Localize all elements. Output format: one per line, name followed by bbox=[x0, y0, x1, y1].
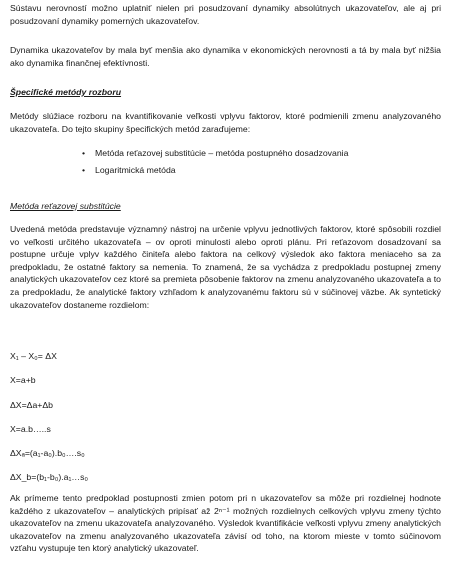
formula-1: X₁ – X₀= ΔX bbox=[10, 351, 57, 361]
heading-chain-method: Metóda reťazovej substitúcie bbox=[10, 201, 121, 211]
formula-5: ΔXₐ=(a₁-a₀).b₀….s₀ bbox=[10, 448, 85, 458]
bullet-icon: • bbox=[82, 164, 86, 175]
bullet-icon: • bbox=[82, 148, 86, 158]
paragraph-conclusion: Ak prímeme tento predpoklad postupnosti zmien potom pri n ukazovateľov sa môže pri rozdielnej hodnote každého z ukazovateľov – analytických pripísať až 2ⁿ⁻¹ možných rozdielnych celkových vplyvu zmeny týchto ukazovateľov na zmenu ukazovateľa analyzovaného. Výsledok kvantifikácie veľkosti vplyvu zmeny analytických ukazovateľov na zmenu analyzovaného ukazovateľa závisí od toho, na ktorom mieste v tomto súčinovom vzťahu vystupuje ten ktorý analytický ukazovateľ. bbox=[10, 493, 441, 554]
formula-6: ΔX_b=(b₁-b₀).a₁…s₀ bbox=[10, 472, 89, 482]
paragraph-dynamics: Dynamika ukazovateľov by mala byť menšia ako dynamika v ekonomických nerovnosti a tá by mala byť nižšia ako dynamika finančnej efektívnosti. bbox=[10, 45, 441, 68]
list-item-label: Metóda reťazovej substitúcie – metóda postupného dosadzovania bbox=[95, 148, 349, 158]
formula-2: X=a+b bbox=[10, 375, 36, 385]
heading-specific-methods: Špecifické metódy rozboru bbox=[10, 87, 122, 97]
paragraph-specific-intro: Metódy slúžiace rozboru na kvantifikovanie veľkosti vplyvu faktorov, ktoré podmienili zmenu analyzovaného ukazovateľa. Do tejto skupiny špecifických metód zaraďujeme: bbox=[10, 111, 441, 134]
paragraph-chain-description: Uvedená metóda predstavuje významný nástroj na určenie vplyvu jednotlivých faktorov, ktoré spôsobili rozdiel vo veľkosti určitého ukazovateľa – ov oproti minulosti alebo oproti plánu. Pri reťazovom dosadzovaní sa postupne určuje vplyv každého činiteľa alebo faktora na celkový výsledok ako faktora meniaceho sa za predpokladu, že ostatné faktory sa nemenia. To znamená, že sa vychádza z predpokladu postupnej zmeny analytických ukazovateľov cez ktoré sa premieta pôsobenie faktorov na zmenu analyzovaného ukazovateľa a to za predpokladu, že analytické faktory vzhľadom k analyzovanému faktoru sú v súčinovej väzbe. Ak syntetický ukazovateľov dostaneme rozdielom: bbox=[10, 224, 441, 310]
list-item-label: Logaritmická metóda bbox=[95, 164, 176, 175]
paragraph-intro: Sústavu nerovností možno uplatniť nielen pri posudzovaní dynamiky absolútnych ukazovateľov, ale aj pri posudzovaní dynamiky pomerných ukazovateľov. bbox=[10, 3, 441, 26]
formula-4: X=a.b…..s bbox=[10, 424, 51, 434]
list-item bbox=[10, 164, 441, 177]
list-item bbox=[10, 147, 441, 160]
formula-3: ΔX=Δa+Δb bbox=[10, 400, 54, 410]
methods-list bbox=[10, 147, 441, 176]
